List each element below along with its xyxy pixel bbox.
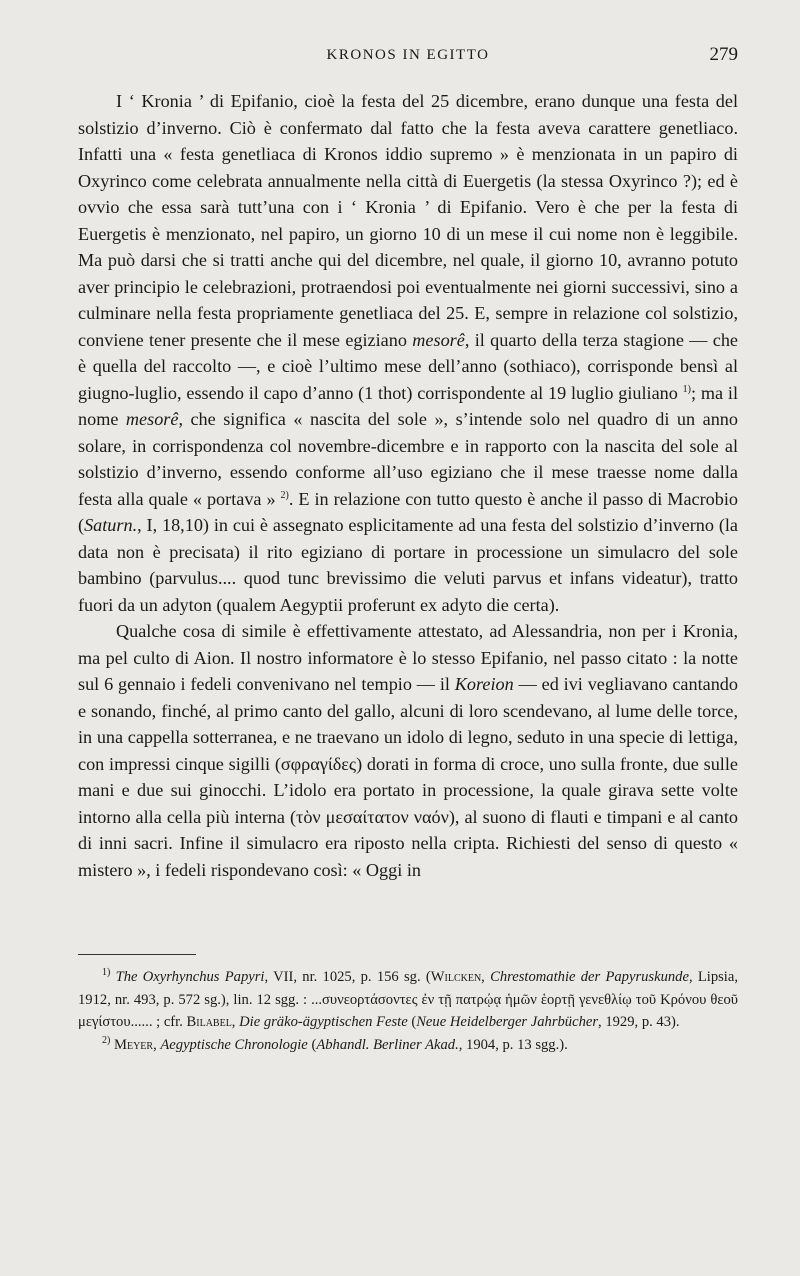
text-run: . E in relazione con tutto questo è anche il passo di Macrobio ( <box>78 488 738 535</box>
footnote-divider <box>78 954 196 955</box>
footnote-2 <box>78 1034 738 1057</box>
italic-title: Saturn. <box>84 515 138 535</box>
italic-term: mesorê <box>412 329 465 350</box>
text-run: — ed ivi vegliavano cantando e sonando, finché, al primo canto del gallo, alcuni di loro scendevano, al lume delle torce, in una cappella sotterranea, e ne traevano un idolo di legno, seduto in una specie di lettiga, con impressi cinque sigilli (σφραγίδες) dorati in forma di croce, uno sulla fronte, due sulle mani e due sui ginocchi. L’idolo era portato in processione, la quale girava sette volte intorno alla cella più interna (τὸν μεσαίτατον ναόν), al suono di flauti e timpani e al canto di inni sacri. Infine il simulacro era riposto nella cripta. Richiesti del senso di questo « mistero », i fedeli rispondevano così: « Oggi in <box>78 674 738 880</box>
footnotes <box>78 966 738 1056</box>
text-run: , 1904, p. 13 sgg.). <box>458 1036 568 1053</box>
text-run: , il quarto della terza stagione — che è quella del raccolto —, e cioè l’ultimo mese dell’anno (sothiaco), corrisponde bensì al giugno-luglio, essendo il capo d’anno (1 thot) corrispondente al 19 luglio giuliano <box>78 329 739 403</box>
page-number: 279 <box>709 44 738 65</box>
footnote-ref-2[interactable]: 2) <box>280 489 289 501</box>
text-run: , 1929, p. 43). <box>598 1014 680 1030</box>
text-run: , <box>153 1036 161 1053</box>
text-run: Qualche cosa di simile è effettivamente attestato, ad Alessandria, non per i Kronia, ma pel culto di Aion. Il nostro informatore è lo stesso Epifanio, nel passo citato : la notte sul 6 gennaio i fedeli convenivano nel tempio — il <box>78 621 738 694</box>
italic-title: Neue Heidelberger Jahrbücher <box>416 1014 599 1030</box>
running-head <box>78 44 738 68</box>
italic-title: Abhandl. Berliner Akad. <box>316 1036 459 1053</box>
footnote-marker: 2) <box>102 1034 111 1046</box>
footnote-1 <box>78 966 738 1034</box>
italic-title: The Oxyrhynchus Papyri <box>115 969 265 985</box>
text-run: , che significa « nascita del sole », s’intende solo nel quadro di un anno solare, in corrispondenza col novembre-dicembre e in rapporto con la nascita del sole al solstizio d’inverno, essendo conforme all’uso egiziano che il mese traesse nome dalla festa alla quale « portava » <box>78 409 738 509</box>
running-title: KRONOS IN EGITTO <box>326 47 490 63</box>
text-run: , VII, nr. 1025, p. 156 sg. ( <box>264 969 431 985</box>
italic-term: mesorê <box>125 409 179 429</box>
author-name: Wilcken <box>430 969 482 985</box>
italic-title: Aegyptische Chronologie <box>160 1036 308 1053</box>
italic-term: Koreion <box>454 674 514 694</box>
text-run: , <box>231 1014 240 1030</box>
text-run: , <box>481 969 491 985</box>
paragraph-1 <box>78 88 738 618</box>
text-run: ( <box>307 1036 317 1053</box>
text-run: ; ma il nome <box>78 382 738 429</box>
footnote-ref-1[interactable]: 1) <box>682 383 692 395</box>
body-text <box>78 88 738 883</box>
text-run: , Lipsia, 1912, nr. 493, p. 572 sg.), lin. 12 sgg. : ...συνεορτάσοντες ἐν τῇ πατρῴᾳ ἡμῶν ἑορτῇ γενεθλίῳ τοῦ Κρόνου θεοῦ μεγίστου...... ; cfr. <box>78 969 738 1030</box>
text-run: I ‘ Kronia ’ di Epifanio, cioè la festa del 25 dicembre, erano dunque una festa del solstizio d’inverno. Ciò è confermato dal fatto che la festa aveva carattere genetliaco. Infatti una « festa genetliaca di Kronos iddio supremo » è menzionata in un papiro di Oxyrinco come celebrata annualmente nella città di Euergetis (la stessa Oxyrinco ?); ed è ovvio che essa sarà tutt’una con i ‘ Kronia ’ di Epifanio. Vero è che per la festa di Euergetis è menzionato, nel papiro, un giorno 10 di un mese il cui nome non è leggibile. Ma può darsi che si tratti anche qui del dicembre, nel quale, il giorno 10, avranno potuto aver principio le celebrazioni, protraendosi poi eventualmente nei giorni successivi, sino a culminare nella festa propriamente genetliaca del 25. E, sempre in relazione col solstizio, conviene tener presente che il mese egiziano <box>78 91 738 350</box>
italic-title: Die gräko-ägyptischen Feste <box>239 1014 408 1030</box>
italic-title: Chrestomathie der Papyruskunde <box>490 969 689 985</box>
text-run: , I, 18,10) in cui è assegnato esplicitamente ad una festa del solstizio d’inverno (la data non è precisata) il rito egiziano di portare in processione un simulacro del sole bambino (parvulus.... quod tunc brevissimo die veluti parvus et infans videatur), tratto fuori da un adyton (qualem Aegyptii proferunt ex adyto die certa). <box>78 515 738 615</box>
author-name: Bilabel <box>186 1014 232 1030</box>
text-run: ( <box>407 1014 417 1030</box>
paragraph-2 <box>78 618 738 883</box>
author-name: Meyer <box>114 1036 154 1053</box>
footnote-marker: 1) <box>102 967 111 979</box>
